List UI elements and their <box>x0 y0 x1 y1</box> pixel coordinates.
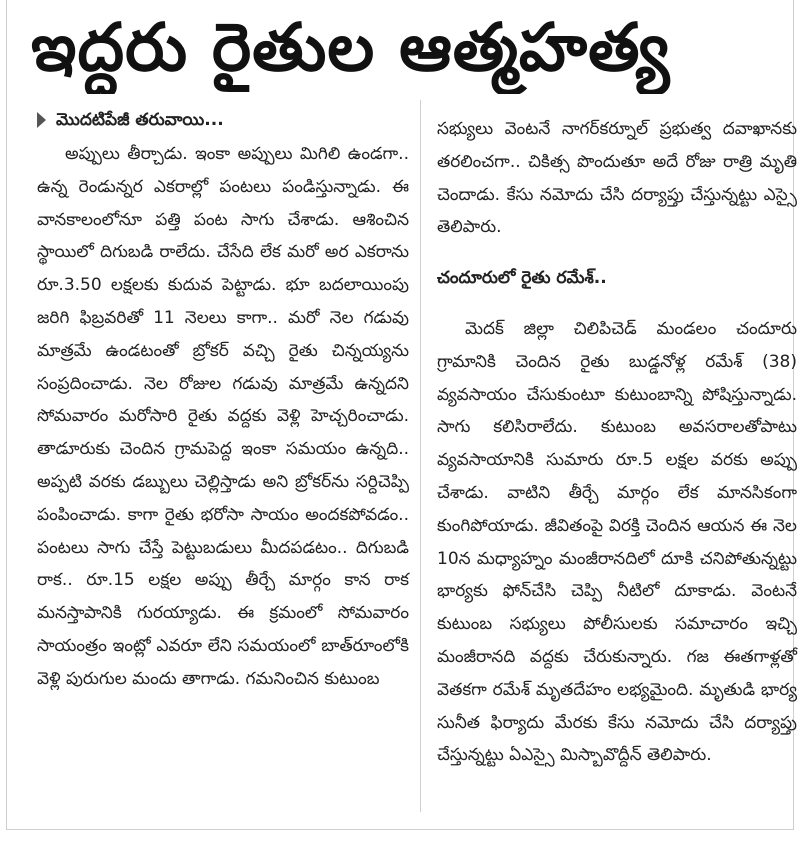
left-column-paragraph: అప్పులు తీర్చాడు. ఇంకా అప్పులు మిగిలి ఉండగా.. ఉన్న రెండున్నర ఎకరాల్లో పంటలు పండిస్తున్నాడు. ఈ వానకాలంలోనూ పత్తి పంట సాగు చేశాడు. ఆశించిన స్థాయిలో దిగుబడి రాలేదు. చేసేది లేక మరో అర ఎకరాను రూ.3.50 లక్షలకు కుదువ పెట్టాడు. భూ బదలాయింపు జరిగి ఫిబ్రవరితో 11 నెలలు కాగా.. మరో నెల గడువు మాత్రమే ఉండటంతో బ్రోకర్ వచ్చి రైతు చిన్నయ్యను సంప్రదించాడు. నెల రోజుల గడువు మాత్రమే ఉన్నదని సోమవారం మరోసారి రైతు వద్దకు వెళ్లి హెచ్చరించాడు. తాడూరుకు చెందిన గ్రామపెద్ద ఇంకా సమయం ఉన్నది.. అప్పటి వరకు డబ్బులు చెల్లిస్తాడు అని బ్రోకర్‌ను సర్దిచెప్పి పంపించాడు. కాగా రైతు భరోసా సాయం అందకపోవడం.. పంటలు సాగు చేస్తే పెట్టుబడులు మీదపడటం.. దిగుబడి రాక.. రూ.15 లక్షల అప్పు తీర్చే మార్గం కాన రాక మనస్తాపానికి గురయ్యాడు. ఈ క్రమంలో సోమవారం సాయంత్రం ఇంట్లో ఎవరూ లేని సమయంలో బాత్‌రూంలోకి వెళ్లి పురుగుల మందు తాగాడు. గమనించిన కుటుంబ <box>37 144 409 689</box>
article-headline: ఇద్దరు రైతుల ఆత్మహత్య <box>31 9 671 86</box>
section-subheading: చందూరులో రైతు రమేశ్.. <box>437 268 607 289</box>
right-column-paragraph-bottom: మెదక్ జిల్లా చిలిపిచెడ్ మండలం చందూరు గ్రామానికి చెందిన రైతు బుడ్డనోళ్ల రమేశ్ (38) వ్యవసాయం చేసుకుంటూ కుటుంబాన్ని పోషిస్తున్నాడు. సాగు కలిసిరాలేదు. కుటుంబ అవసరాలతోపాటు వ్యవసాయానికి సుమారు రూ.5 లక్షల వరకు అప్పు చేశాడు. వాటిని తీర్చే మార్గం లేక మానసికంగా కుంగిపోయాడు. జీవితంపై విరక్తి చెందిన ఆయన ఈ నెల 10న మధ్యాహ్నం మంజీరానదిలో దూకి చనిపోతున్నట్టు భార్యకు ఫోన్‌చేసి చెప్పి నీటిలో దూకాడు. వెంటనే కుటుంబ సభ్యులు పోలీసులకు సమాచారం ఇచ్చి మంజీరానది వద్దకు చేరుకున్నారు. గజ ఈతగాళ్లతో వెతకగా రమేశ్ మృతదేహం లభ్యమైంది. మృతుడి భార్య సునీత ఫిర్యాదు మేరకు కేసు నమోదు చేసి దర్యాప్తు చేస్తున్నట్టు ఏఎస్సై మిస్బావొద్దీన్ తెలిపారు. <box>437 318 797 766</box>
chevron-right-icon <box>37 112 46 128</box>
right-column <box>437 113 797 772</box>
continued-label: మొదటిపేజీ తరువాయి... <box>56 109 224 130</box>
newspaper-clipping <box>6 0 797 830</box>
left-column <box>37 104 409 696</box>
column-divider <box>420 100 421 812</box>
continued-from-front-page <box>37 104 409 136</box>
right-column-paragraph-top: సభ్యులు వెంటనే నాగర్‌కర్నూల్ ప్రభుత్వ దవాఖానకు తరలించగా.. చికిత్స పొందుతూ అదే రోజు రాత్రి మృతి చెందాడు. కేసు నమోదు చేసి దర్యాప్తు చేస్తున్నట్టు ఎస్సై తెలిపారు. <box>437 119 797 238</box>
